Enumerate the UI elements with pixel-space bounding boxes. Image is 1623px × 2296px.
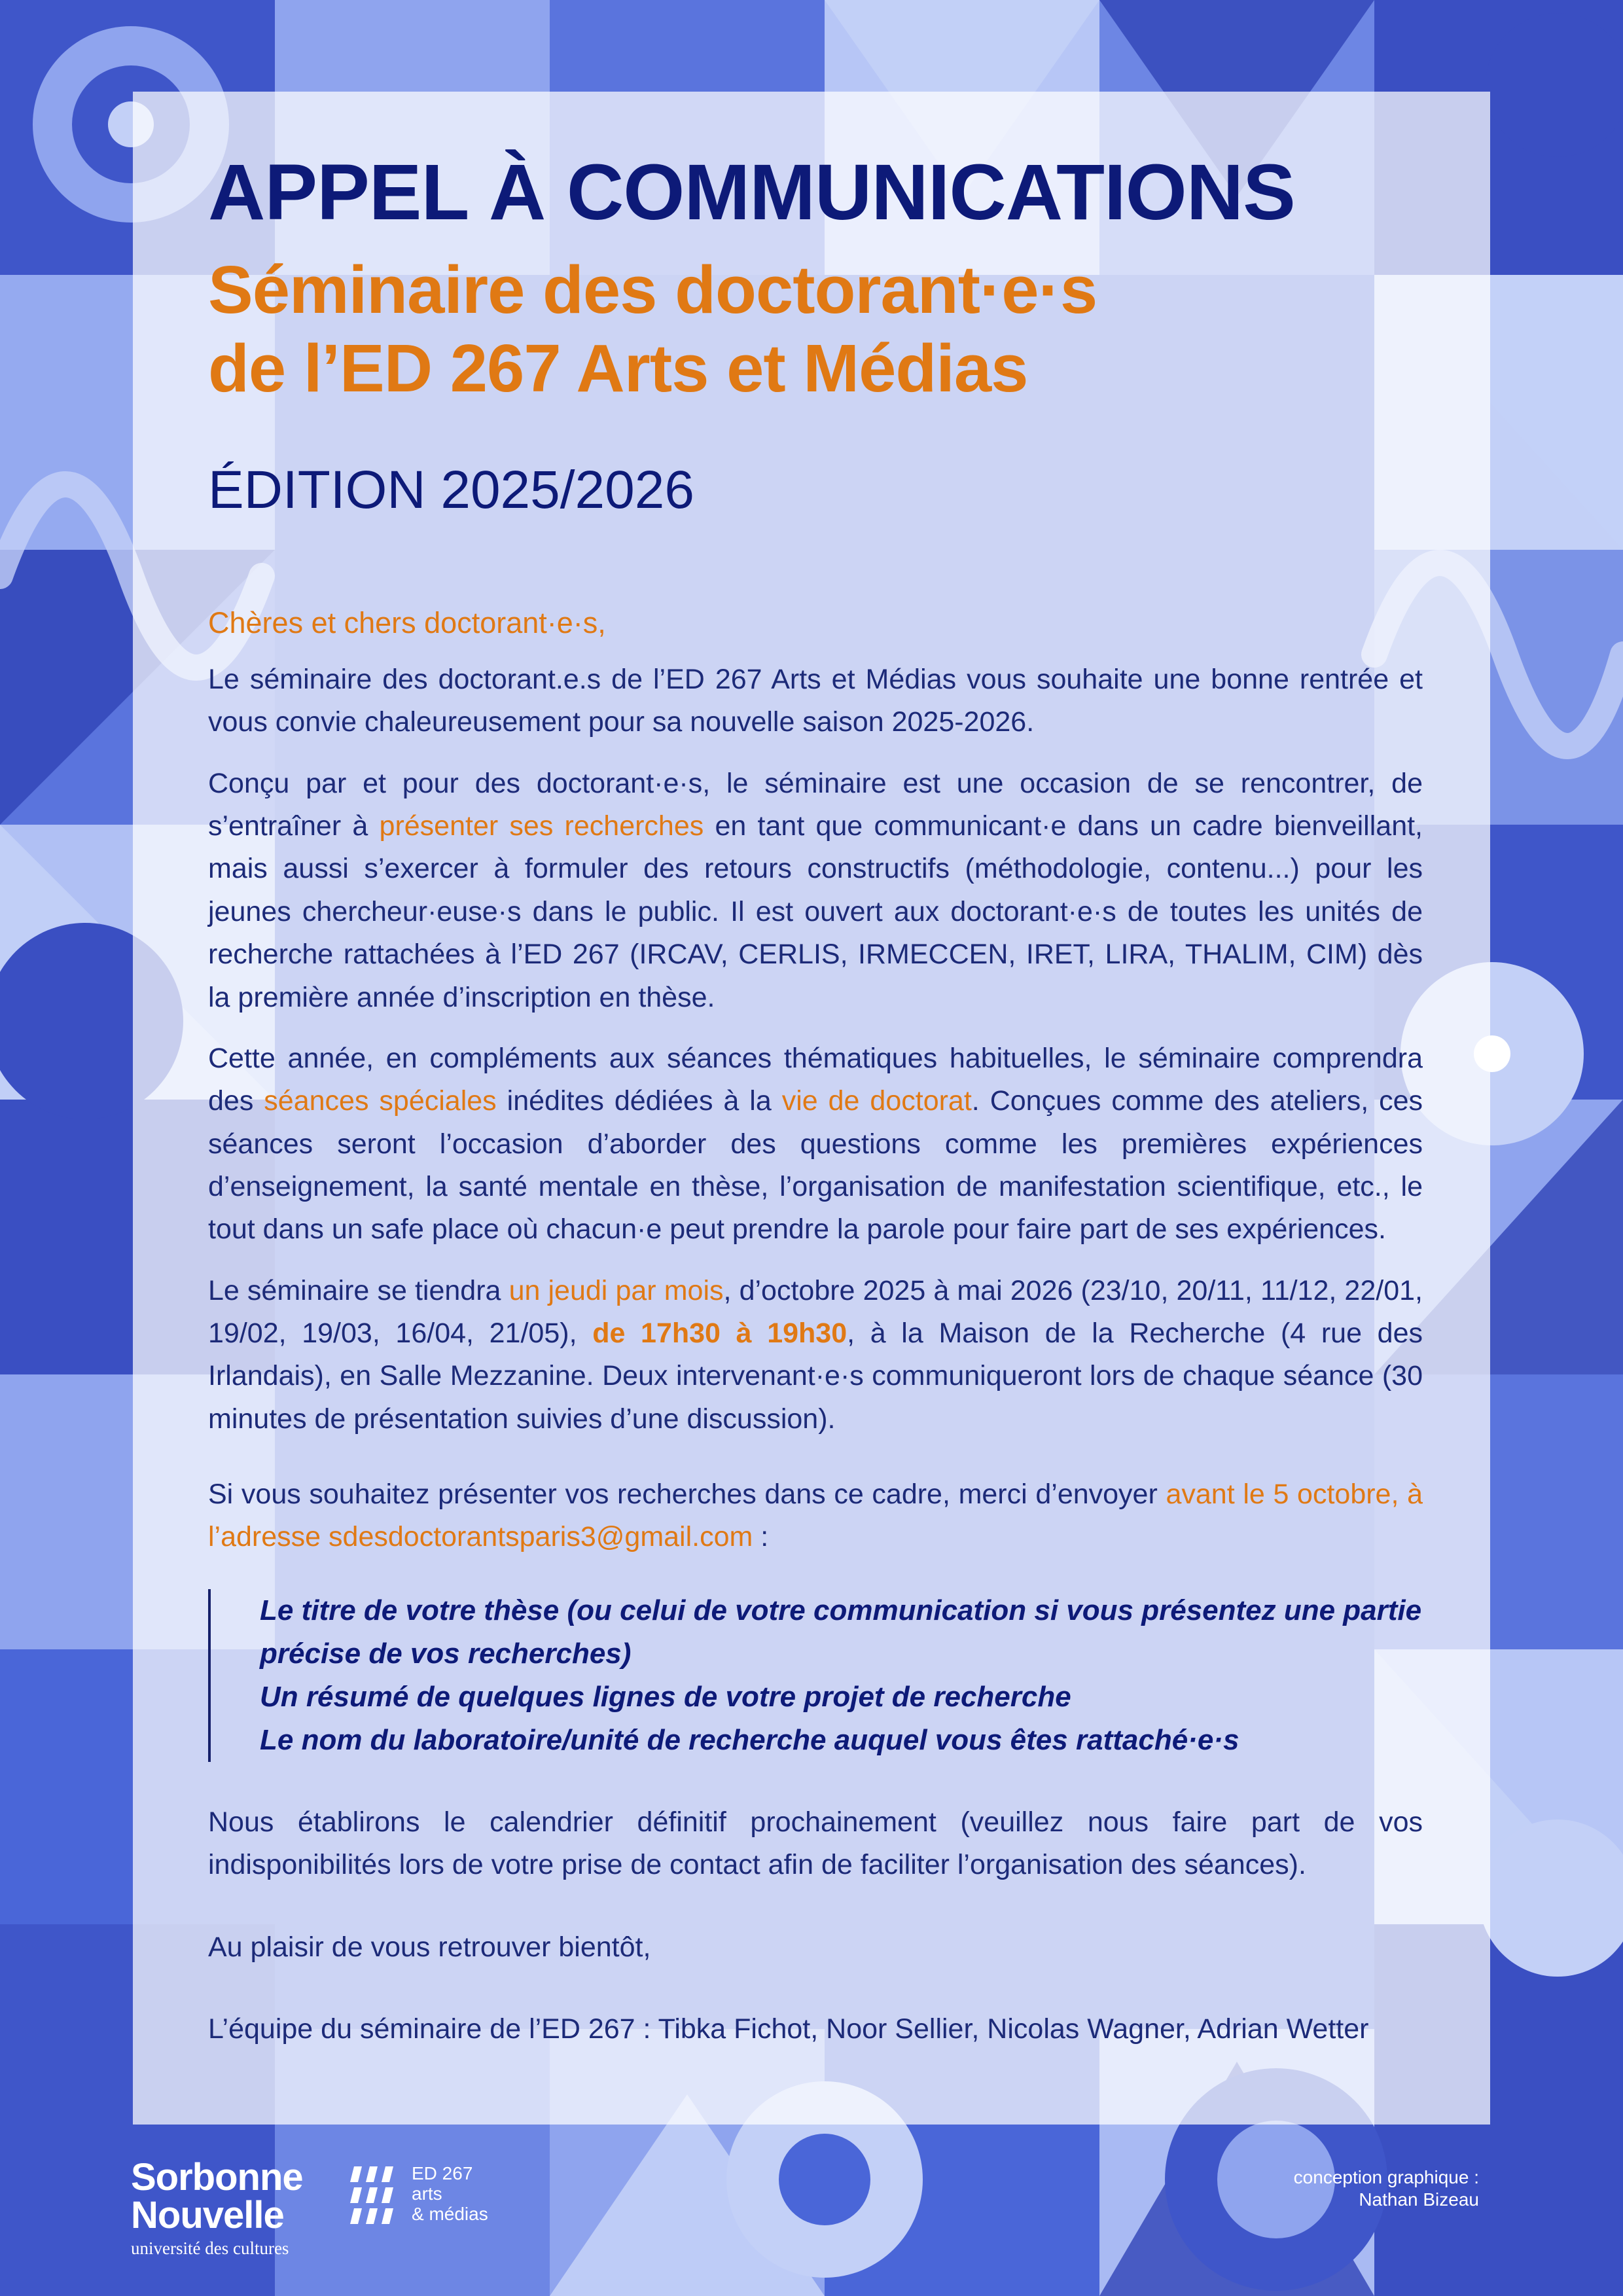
credit-name: Nathan Bizeau [1359, 2189, 1479, 2210]
highlight-present-research: présenter ses recherches [379, 810, 704, 842]
edition-label: ÉDITION 2025/2026 [208, 459, 694, 520]
requirement-item: Le nom du laboratoire/unité de recherche auquel vous êtes rattaché·e·s [260, 1723, 1240, 1756]
requirements-list [208, 1589, 1423, 1762]
paragraph-schedule: Le séminaire se tiendra un jeudi par mois, d’octobre 2025 à mai 2026 (23/10, 20/11, 11/12, 22/01, 19/02, 19/03, 16/04, 21/05), de 17h30 à 19h30, à la Maison de la Recherche (4 rue des Irlandais), en Salle Mezzanine. Deux intervenant·e·s communiqueront lors de chaque séance (30 minutes de présentation suivies d’une discussion). [208, 1274, 1423, 1435]
highlight-monthly-thursday: un jeudi par mois [508, 1274, 724, 1306]
highlight-doctoral-life: vie de doctorat [781, 1085, 972, 1117]
page-title: APPEL À COMMUNICATIONS [208, 147, 1295, 236]
requirement-item: Le titre de votre thèse (ou celui de votre communication si vous présentez une partie précise de vos recherches) [260, 1594, 1422, 1670]
ed-label-number: ED 267 [412, 2163, 473, 2183]
seminar-title-line1: Séminaire des doctorant·e·s [208, 252, 1097, 328]
ed267-logo [350, 2164, 488, 2229]
seminar-title-line2: de l’ED 267 Arts et Médias [208, 330, 1028, 406]
paragraph-calendar: Nous établirons le calendrier définitif prochainement (veuillez nous faire part de vos indisponibilités lors de votre prise de contact afin de faciliter l’organisation des séances). [208, 1806, 1423, 1881]
ed-label-medias: & médias [412, 2203, 488, 2224]
highlight-special-sessions: séances spéciales [264, 1085, 497, 1117]
logo-line-sorbonne: Sorbonne [131, 2156, 303, 2198]
signature: L’équipe du séminaire de l’ED 267 : Tibka Fichot, Noor Sellier, Nicolas Wagner, Adrian Wetter [208, 2013, 1369, 2045]
sorbonne-nouvelle-logo [131, 2156, 303, 2259]
closing-line: Au plaisir de vous retrouver bientôt, [208, 1931, 651, 1963]
paragraph-intro: Le séminaire des doctorant.e.s de l’ED 267 Arts et Médias vous souhaite une bonne rentrée et vous convie chaleureusement pour sa nouvelle saison 2025-2026. [208, 663, 1423, 738]
paragraph-purpose: Conçu par et pour des doctorant·e·s, le séminaire est une occasion de se rencontrer, de s’entraîner à présenter ses recherches en tant que communicant·e dans un cadre bienveillant, mais aussi s’exercer à formuler des retours constructifs (méthodologie, contenu...) pour les jeunes chercheur·euse·s dans le public. Il est ouvert aux doctorant·e·s de toutes les unités de recherche rattachées à l’ED 267 (IRCAV, CERLIS, IRMECCEN, IRET, LIRA, THALIM, CIM) dès la première année d’inscription en thèse. [208, 767, 1423, 1013]
paragraph-submission: Si vous souhaitez présenter vos recherches dans ce cadre, merci d’envoyer avant le 5 octobre, à l’adresse sdesdoctorantsparis3@gmail.com : [208, 1479, 1423, 1553]
greeting: Chères et chers doctorant·e·s, [208, 605, 606, 639]
credit-label: conception graphique : [1293, 2167, 1479, 2187]
ed-label-arts: arts [412, 2183, 442, 2204]
design-credit [1294, 2166, 1479, 2210]
paragraph-special-sessions: Cette année, en compléments aux séances thématiques habituelles, le séminaire comprendra des séances spéciales inédites dédiées à la vie de doctorat. Conçues comme des ateliers, ces séances seront l’occasion d’aborder des questions comme les premières expériences d’enseignement, la santé mentale en thèse, l’organisation de manifestation scientifique, etc., le tout dans un safe place où chacun·e peut prendre la parole pour faire part de ses expériences. [208, 1042, 1423, 1246]
requirement-item: Un résumé de quelques lignes de votre projet de recherche [260, 1680, 1071, 1713]
highlight-time: de 17h30 à 19h30 [592, 1318, 847, 1350]
logo-line-nouvelle: Nouvelle [131, 2194, 284, 2236]
ed-bars-icon [350, 2164, 402, 2229]
logo-tagline: université des cultures [131, 2238, 289, 2258]
highlight-deadline-email[interactable]: avant le 5 octobre, à l’adresse sdesdoctorantsparis3@gmail.com [208, 1479, 1423, 1553]
main-content [208, 147, 1423, 2090]
